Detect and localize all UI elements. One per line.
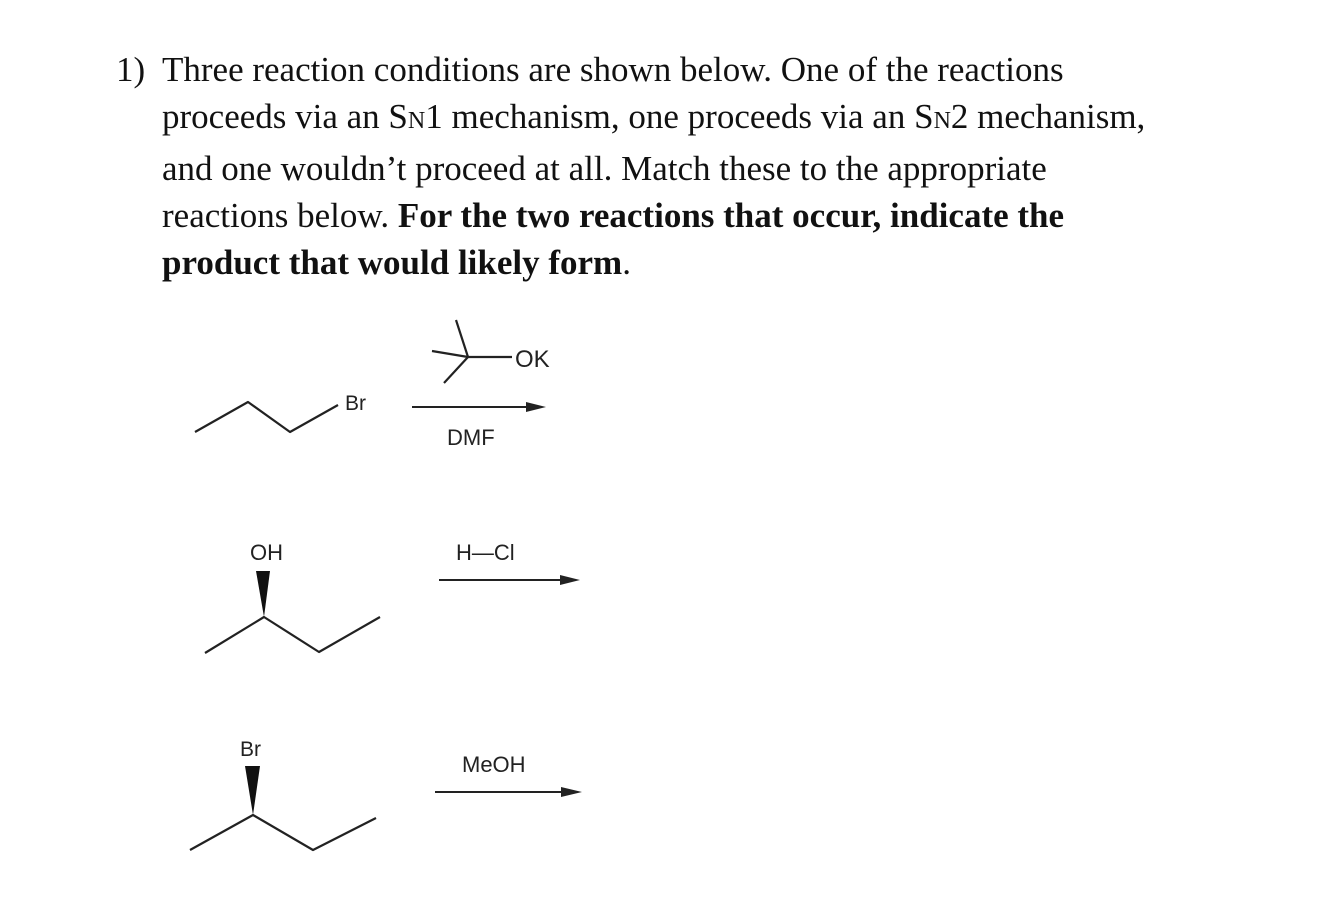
reaction-1-tert-butoxide: [432, 320, 512, 383]
reaction-2-hydroxyl-label: OH: [250, 540, 283, 565]
reaction-1: [195, 320, 550, 450]
reaction-3-substrate-chain: [190, 815, 376, 850]
reaction-3-arrow: [435, 787, 582, 797]
question-line-3: and one wouldn’t proceed at all. Match these to the appropriate: [162, 149, 1047, 188]
reaction-1-solvent-label: DMF: [447, 425, 495, 450]
reaction-2: [205, 540, 580, 653]
reaction-3-wedge-bond: [245, 766, 260, 815]
line2-part-c: 2 mechanism,: [950, 97, 1146, 136]
line5-bold: product that would likely form: [162, 243, 623, 282]
sn1-subscript: N: [407, 108, 426, 134]
line2-part-a: proceeds via an S: [162, 97, 408, 136]
line4-bold: For the two reactions that occur, indicate the: [397, 196, 1065, 235]
reaction-1-substrate-chain: [195, 402, 338, 432]
reaction-2-arrow: [439, 575, 580, 585]
line2-part-b: 1 mechanism, one proceeds via an S: [425, 97, 934, 136]
reaction-3: [190, 738, 582, 850]
reaction-2-wedge-bond: [256, 571, 270, 617]
reaction-1-reagent-label: OK: [515, 346, 550, 373]
question-line-1: Three reaction conditions are shown below. One of the reactions: [162, 50, 1064, 89]
reaction-2-reagent-label: H—Cl: [456, 540, 515, 565]
reaction-3-reagent-label: MeOH: [462, 752, 526, 777]
reaction-1-arrow: [412, 402, 546, 412]
sn2-subscript: N: [933, 108, 951, 134]
line4-plain: reactions below.: [162, 196, 398, 235]
reaction-2-substrate-chain: [205, 617, 380, 653]
line5-end: .: [622, 243, 631, 282]
question-number: 1): [116, 50, 146, 89]
reaction-3-bromine-label: Br: [240, 738, 261, 761]
reaction-1-bromine-label: Br: [345, 392, 366, 415]
